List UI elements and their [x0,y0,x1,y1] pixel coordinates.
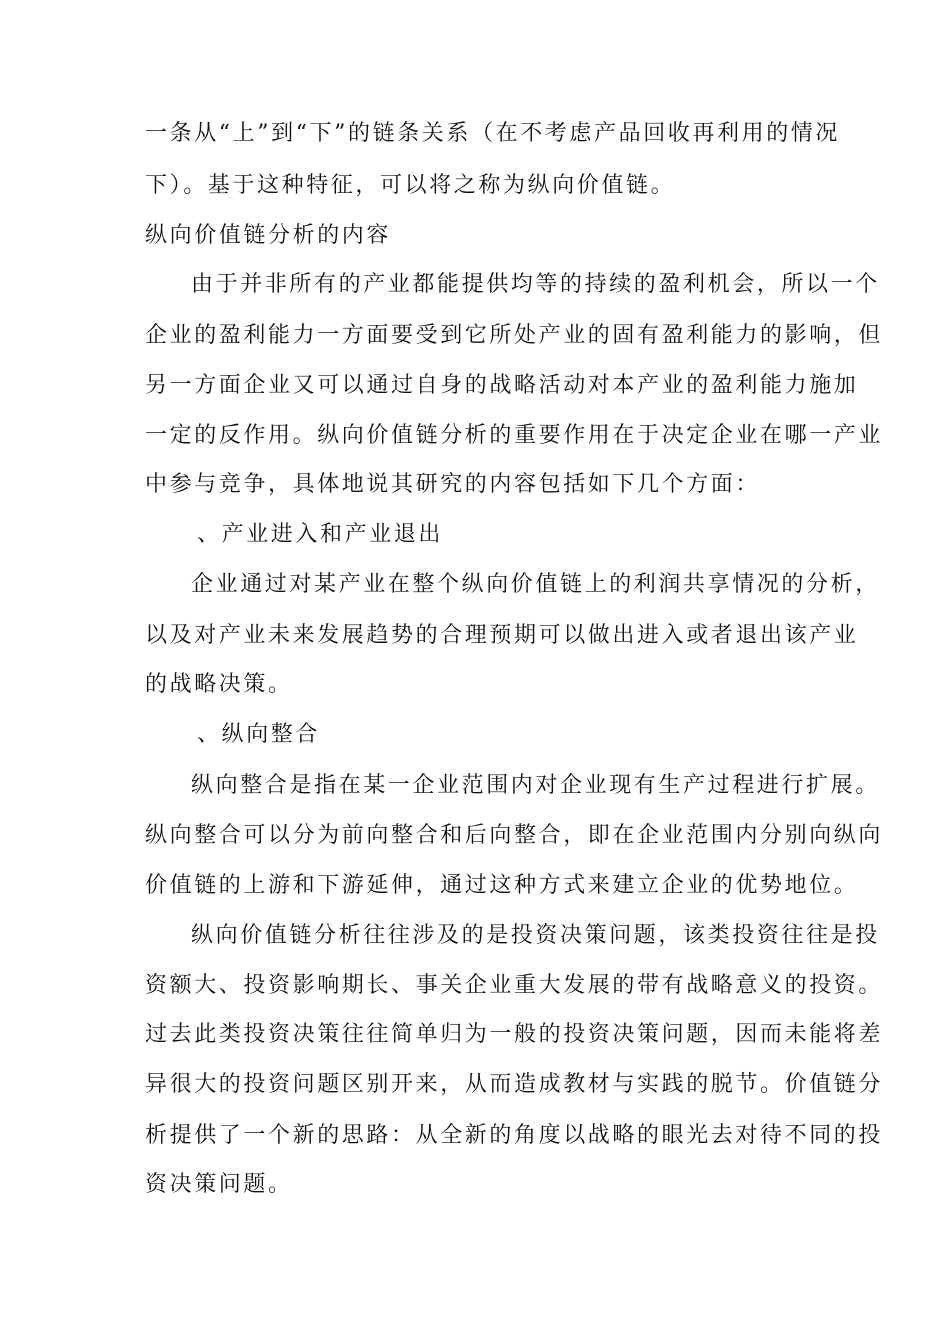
body-text-line: 资额大、投资影响期长、事关企业重大发展的带有战略意义的投资。 [145,973,884,998]
section-heading: 纵向价值链分析的内容 [145,223,392,248]
body-text-line: 纵向整合是指在某一企业范围内对企业现有生产过程进行扩展。 [191,773,880,798]
body-text-line: 以及对产业未来发展趋势的合理预期可以做出进入或者退出该产业 [145,623,859,648]
body-text-line: 另一方面企业又可以通过自身的战略活动对本产业的盈利能力施加 [145,373,859,398]
body-text-line: 纵向整合可以分为前向整合和后向整合，即在企业范围内分别向纵向 [145,823,884,848]
body-text-line: 纵向价值链分析往往涉及的是投资决策问题，该类投资往往是投 [191,923,880,948]
body-text-line: 中参与竞争，具体地说其研究的内容包括如下几个方面： [145,472,761,497]
body-text-line: 价值链的上游和下游延伸，通过这种方式来建立企业的优势地位。 [145,873,859,898]
subsection-heading: 、纵向整合 [197,722,321,747]
body-text-line: 析提供了一个新的思路：从全新的角度以战略的眼光去对待不同的投 [145,1123,884,1148]
body-text-line: 由于并非所有的产业都能提供均等的持续的盈利机会，所以一个 [191,272,880,297]
body-text-line: 一条从“上”到“下”的链条关系（在不考虑产品回收再利用的情况 [145,121,840,146]
body-text-line: 企业通过对某产业在整个纵向价值链上的利润共享情况的分析， [191,572,880,597]
body-text-line: 下）。基于这种特征，可以将之称为纵向价值链。 [145,173,676,198]
body-text-line: 的战略决策。 [145,672,293,697]
body-text-line: 过去此类投资决策往往简单归为一般的投资决策问题，因而未能将差 [145,1022,884,1047]
body-text-line: 资决策问题。 [145,1172,293,1197]
subsection-heading: 、产业进入和产业退出 [197,522,444,547]
body-text-line: 企业的盈利能力一方面要受到它所处产业的固有盈利能力的影响，但 [145,323,884,348]
body-text-line: 异很大的投资问题区别开来，从而造成教材与实践的脱节。价值链分 [145,1072,884,1097]
body-text-line: 一定的反作用。纵向价值链分析的重要作用在于决定企业在哪一产业 [145,423,884,448]
